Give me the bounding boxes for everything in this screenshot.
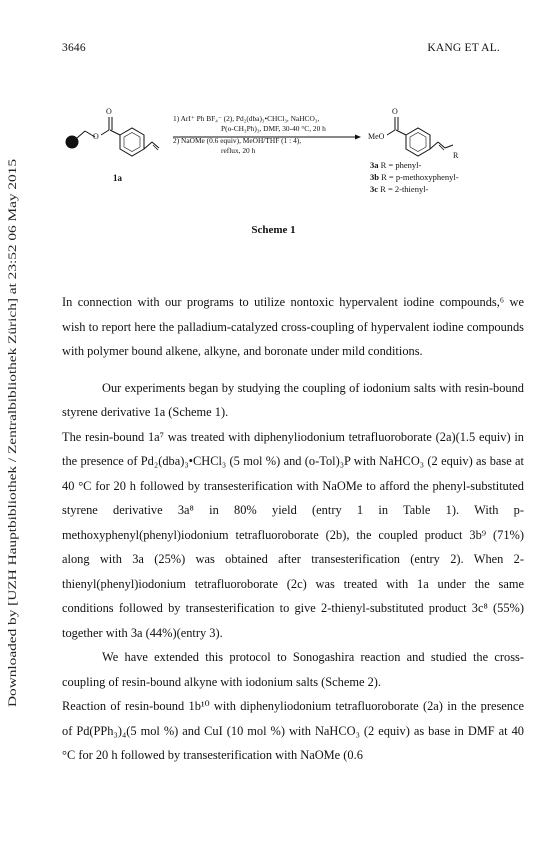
vinyl-bond [439,145,444,150]
ester-o-label: O [93,132,99,141]
condition-line: reflux, 20 h [221,145,256,155]
bond [77,131,85,138]
carbonyl-o-label: O [106,107,112,116]
meo-label: MeO [368,132,385,141]
bond [101,130,109,135]
benzene-inner-ring [124,133,140,152]
vinyl-bond [430,142,438,149]
page-number: 3646 [62,42,86,54]
vinyl-bond [144,142,152,149]
product-item: 3b R = p-methoxyphenyl- [370,172,459,182]
compound-1a-label: 1a [113,173,122,183]
product-item: 3c R = 2-thienyl- [370,184,429,194]
condition-line: 2) NaOMe (0.6 equiv), MeOH/THF (1 : 4), [173,136,302,146]
paragraph: In connection with our programs to utilize nontoxic hypervalent iodine compounds,⁶ we wish to report here the palladium-catalyzed cross-coupling of hypervalent iodine compounds with polymer bound alkene, alkyne, and boronate under mild conditions. [62,295,524,358]
r-substituent-label: R [453,151,459,160]
product-carbonyl-o-label: O [392,107,398,116]
reaction-arrowhead [355,135,361,140]
bond [110,130,120,135]
article-body [62,290,524,768]
product-list [370,159,459,195]
side-note-text: Downloaded by [UZH Hauptbibliothek / Zentralbibliothek Zürich] at 23:52 06 May 2015 [7,306,19,707]
condition-line: 1) ArI⁺ Ph BF₄⁻ (2), Pd₂(dba)₃•CHCl₃, NaHCO₃, [173,114,320,123]
running-title: KANG ET AL. [427,42,500,54]
paragraph: The resin-bound 1a⁷ was treated with diphenyliodonium tetrafluoroborate (2a)(1.5 equiv) in the presence of Pd₂(dba)₃•CHCl₃ (5 mol %) and (o-Tol)₃P with NaHCO₃ (2 equiv) as base at 40 °C for 20 h followed by transesterification with NaOMe to afford the phenyl-substituted styrene derivative 3a⁸ in 80% yield (entry 1 in Table 1). With p-methoxyphenyl(phenyl)iodonium tetrafluoroborate (2b), the coupled product 3b⁹ (71%) along with 3a (25%) was obtained after transesterification (entry 2). When 2-thienyl(phenyl)iodonium tetrafluoroborate (2c) was treated with 1a under the same conditions followed by transesterification to give 2-thienyl-substituted product 3c⁸ (55%) together with 3a (44%)(entry 3). [62,429,524,640]
condition-line: P(o-CH₃Ph)₃, DMF, 30-40 °C, 20 h [221,123,326,133]
benzene-inner-ring [410,133,426,152]
scheme-title: Scheme 1 [251,224,296,236]
bond [396,130,406,135]
resin-bead [66,136,79,149]
paragraph: Reaction of resin-bound 1b¹⁰ with diphenyliodonium tetrafluoroborate (2a) in the presence of Pd(PPh₃)₄(5 mol %) and CuI (10 mol %) with NaHCO₃ (2 equiv) as base in DMF at 40 °C for 20 h followed by transesterification with NaOMe (0.6 [62,699,524,762]
product-item: 3a R = phenyl- [370,160,422,170]
bond [445,145,453,148]
reaction-conditions [173,114,326,155]
paragraph: We have extended this protocol to Sonogashira reaction and studied the cross-coupling of resin-bound alkyne with iodonium salts (Scheme 2). [62,650,524,689]
vinyl-bond [153,145,158,150]
bond [387,130,395,135]
paragraph: Our experiments began by studying the coupling of iodonium salts with resin-bound styrene derivative 1a (Scheme 1). [62,380,524,419]
